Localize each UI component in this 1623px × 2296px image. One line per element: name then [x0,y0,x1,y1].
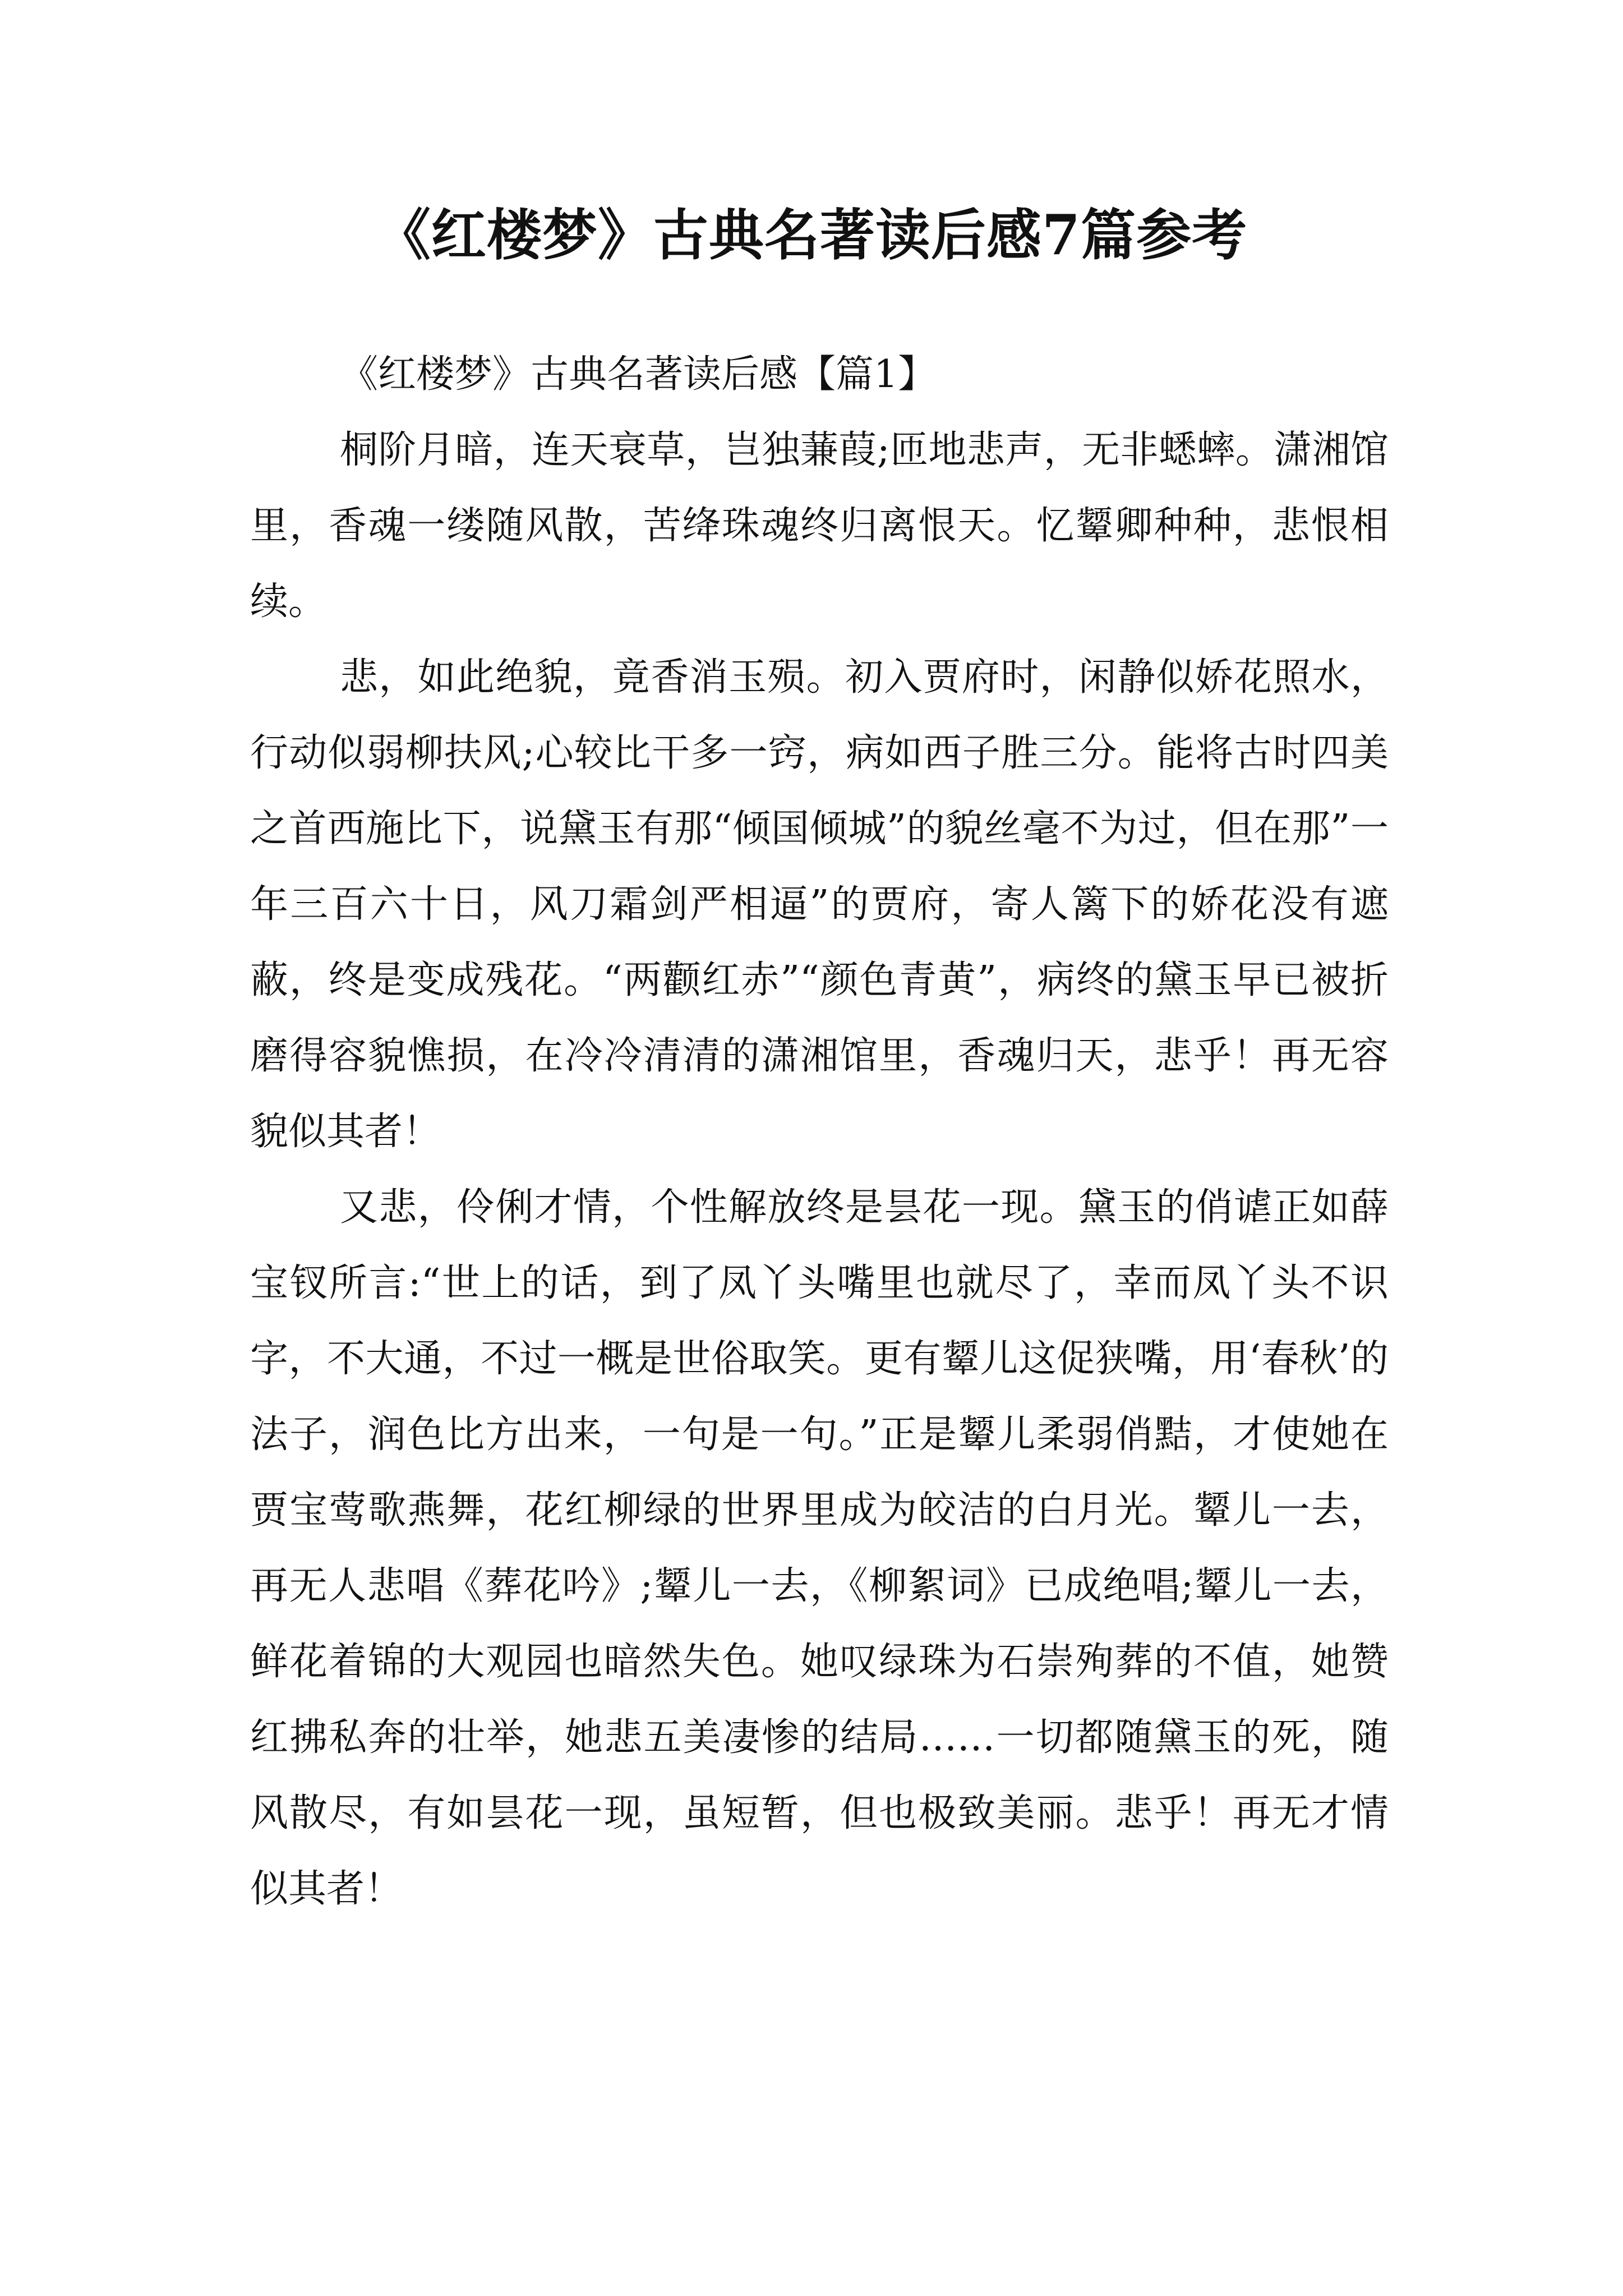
section-heading: 《红楼梦》古典名著读后感【篇1】 [340,352,937,397]
paragraph: 悲，如此绝貌，竟香消玉殒。初入贾府时，闲静似娇花照水，行动似弱柳扶风;心较比干多一窍，病如西子胜三分。能将古时四美之首西施比下，说黛玉有那“倾国倾城”的貌丝毫不为过，但在那”一年三百六十日，风刀霜剑严相逼”的贾府，寄人篱下的娇花没有遮蔽，终是变成残花。“两颧红赤”“颜色青黄”，病终的黛玉早已被折磨得容貌憔损，在冷冷清清的潇湘馆里，香魂归天，悲乎！再无容貌似其者！ [250,655,1389,1154]
paragraph: 桐阶月暗，连天衰草，岂独蒹葭;匝地悲声，无非蟋蟀。潇湘馆里，香魂一缕随风散，苦绛珠魂终归离恨天。忆颦卿种种，悲恨相续。 [250,428,1389,624]
document-body [250,337,1389,1927]
paragraph: 又悲，伶俐才情，个性解放终是昙花一现。黛玉的俏谑正如薛宝钗所言:“世上的话，到了凤丫头嘴里也就尽了，幸而凤丫头不识字，不大通，不过一概是世俗取笑。更有颦儿这促狭嘴，用‘春秋’的法子，润色比方出来，一句是一句。”正是颦儿柔弱俏黠，才使她在贾宝莺歌燕舞，花红柳绿的世界里成为皎洁的白月光。颦儿一去，再无人悲唱《葬花吟》;颦儿一去，《柳絮词》已成绝唱;颦儿一去，鲜花着锦的大观园也暗然失色。她叹绿珠为石崇殉葬的不值，她赞红拂私奔的壮举，她悲五美凄惨的结局……一切都随黛玉的死，随风散尽，有如昙花一现，虽短暂，但也极致美丽。悲乎！再无才情似其者！ [250,1185,1389,1911]
document-title: 《红楼梦》古典名著读后感7篇参考 [375,203,1248,268]
